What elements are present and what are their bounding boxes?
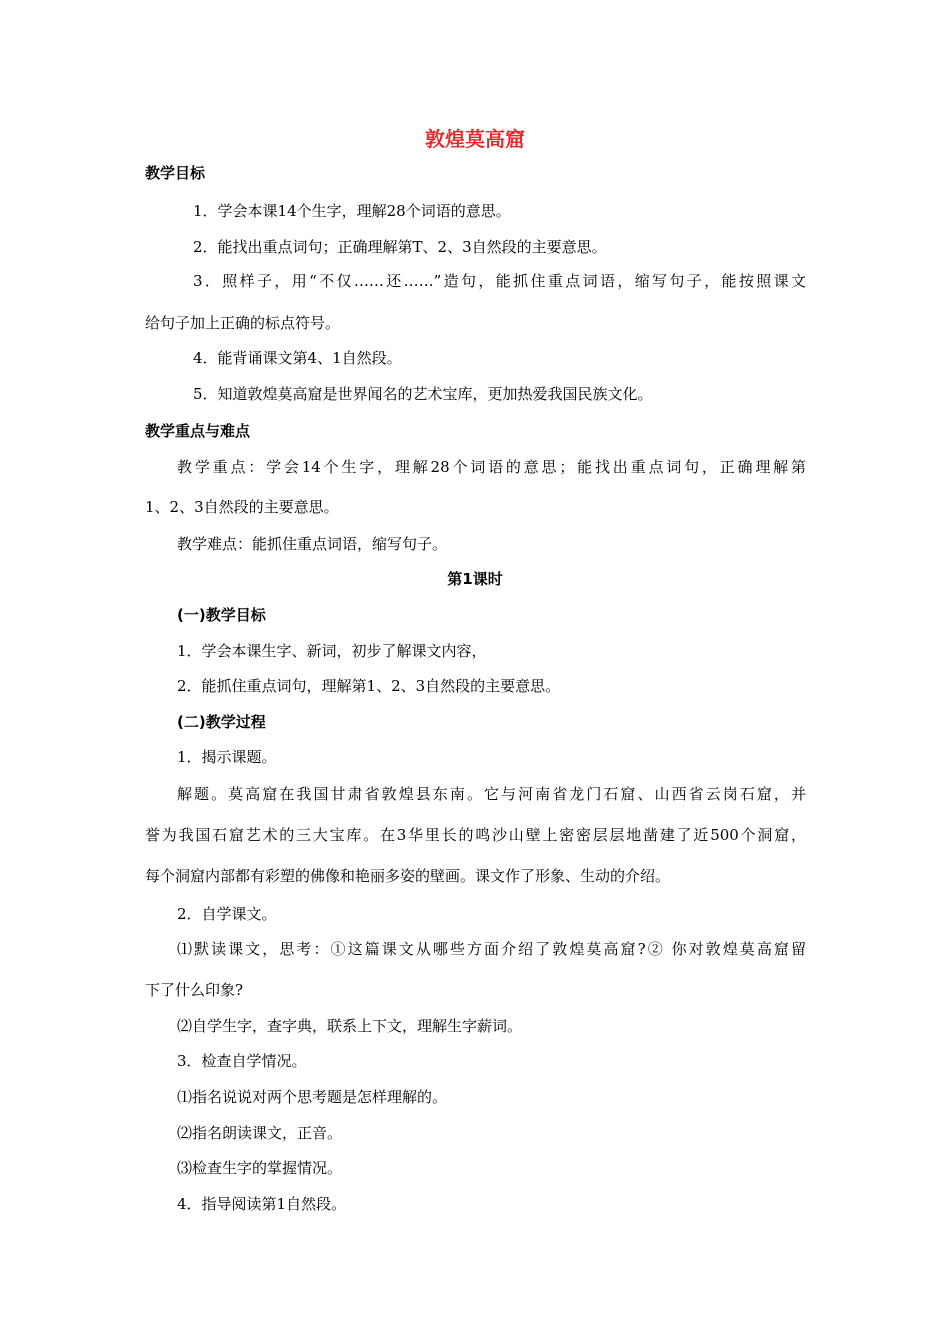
lesson-goal-item: 1．学会本课生字、新词，初步了解课文内容， [177, 642, 487, 660]
goal-item: 1．学会本课14个生字，理解28个词语的意思。 [193, 202, 511, 220]
process-step: 1．揭示课题。 [177, 748, 277, 766]
process-step: 3．检查自学情况。 [177, 1052, 307, 1070]
goal-item: 5．知道敦煌莫高窟是世界闻名的艺术宝库，更加热爱我国民族文化。 [193, 385, 653, 403]
process-text: ⑵自学生字，查字典，联系上下文，理解生字薪词。 [177, 1017, 523, 1035]
lesson-process-heading: (二)教学过程 [177, 713, 266, 731]
process-text: 解题。莫高窟在我国甘肃省敦煌县东南。它与河南省龙门石窟、山西省云岗石窟，并 [177, 785, 806, 803]
section-heading-key-points: 教学重点与难点 [145, 422, 251, 440]
document-title: 敦煌莫高窟 [425, 127, 525, 151]
process-text: 誉为我国石窟艺术的三大宝库。在3华里长的鸣沙山壁上密密层层地凿建了近500个洞窟， [145, 826, 806, 844]
process-text: 每个洞窟内部都有彩塑的佛像和艳丽多姿的壁画。课文作了形象、生动的介绍。 [145, 867, 671, 885]
process-step: 2．自学课文。 [177, 905, 277, 923]
process-text: ⑴指名说说对两个思考题是怎样理解的。 [177, 1088, 448, 1106]
difficulty-line: 教学难点：能抓住重点词语，缩写句子。 [177, 535, 448, 553]
process-text: ⑶检查生字的掌握情况。 [177, 1159, 343, 1177]
key-point-line: 教学重点：学会14个生字，理解28个词语的意思；能找出重点词句，正确理解第 [177, 458, 806, 476]
process-step: 4．指导阅读第1自然段。 [177, 1195, 347, 1213]
goal-item-continuation: 给句子加上正确的标点符号。 [145, 314, 341, 332]
process-text: 下了什么印象? [145, 981, 244, 999]
section-heading-goals: 教学目标 [145, 164, 206, 182]
process-text: ⑵指名朗读课文，正音。 [177, 1124, 343, 1142]
process-text: ⑴默读课文，思考：①这篇课文从哪些方面介绍了敦煌莫高窟?② 你对敦煌莫高窟留 [177, 940, 806, 958]
goal-item: 4．能背诵课文第4、1自然段。 [193, 349, 402, 367]
lesson-heading: 第1课时 [447, 570, 503, 588]
goal-item: 2．能找出重点词句；正确理解第T、2、3自然段的主要意思。 [193, 238, 607, 256]
key-point-line: 1、2、3自然段的主要意思。 [145, 498, 339, 516]
lesson-goals-heading: (一)教学目标 [177, 606, 266, 624]
lesson-goal-item: 2．能抓住重点词句，理解第1、2、3自然段的主要意思。 [177, 677, 561, 695]
goal-item: 3．照样子，用“不仅……还……”造句，能抓住重点词语，缩写句子，能按照课文 [193, 272, 806, 290]
